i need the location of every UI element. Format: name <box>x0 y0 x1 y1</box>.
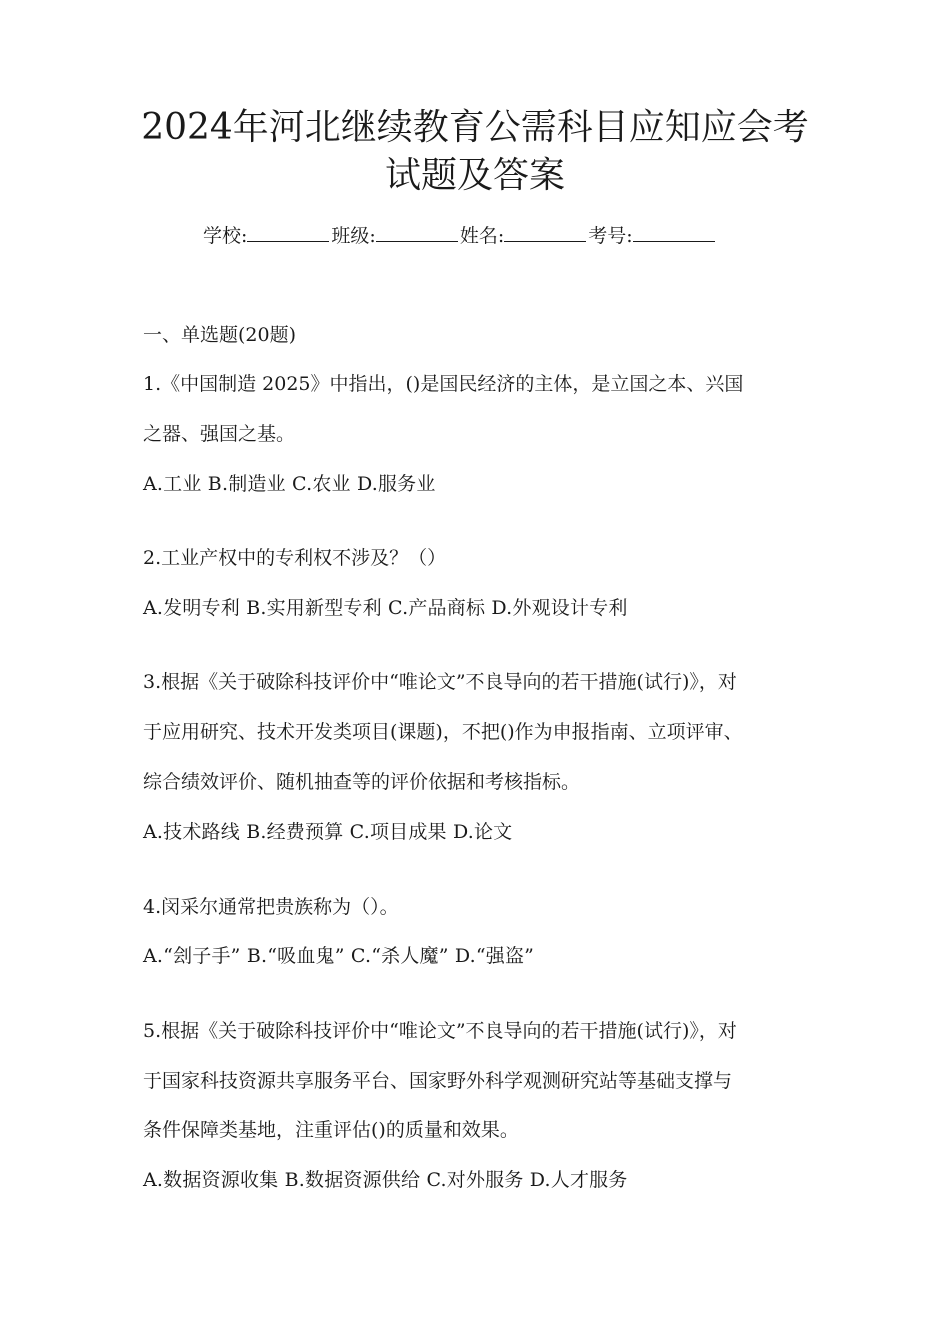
name-label: 姓名: <box>459 225 505 247</box>
document-title-line-1: 2024年河北继续教育公需科目应知应会考 <box>141 107 809 148</box>
question-2-line-1: 2.工业产权中的专利权不涉及？（） <box>143 547 447 569</box>
question-2-options: A.发明专利 B.实用新型专利 C.产品商标 D.外观设计专利 <box>143 597 628 619</box>
question-1-options: A.工业 B.制造业 C.农业 D.服务业 <box>143 473 436 495</box>
class-label: 班级: <box>331 225 376 247</box>
document-title-line-2: 试题及答案 <box>384 155 565 196</box>
question-1-line-1: 1.《中国制造 2025》中指出，()是国民经济的主体，是立国之本、兴国 <box>143 373 744 395</box>
class-blank <box>376 223 458 242</box>
question-3-line-3: 综合绩效评价、随机抽查等的评价依据和考核指标。 <box>143 771 581 793</box>
school-blank <box>247 223 329 242</box>
question-3-options: A.技术路线 B.经费预算 C.项目成果 D.论文 <box>143 821 513 843</box>
question-3-line-1: 3.根据《关于破除科技评价中“唯论文”不良导向的若干措施(试行)》，对 <box>143 671 737 693</box>
question-3-line-2: 于应用研究、技术开发类项目(课题)，不把()作为申报指南、立项评审、 <box>143 721 743 743</box>
question-4-line-1: 4.闵采尔通常把贵族称为（）。 <box>143 896 399 918</box>
school-label: 学校: <box>203 225 248 247</box>
student-info-row <box>203 222 717 250</box>
question-4-options: A.“刽子手” B.“吸血鬼” C.“杀人魔” D.“强盗” <box>143 945 535 967</box>
question-5-line-2: 于国家科技资源共享服务平台、国家野外科学观测研究站等基础支撑与 <box>143 1070 733 1092</box>
question-5-line-3: 条件保障类基地，注重评估()的质量和效果。 <box>143 1119 519 1141</box>
exam-number-label: 考号: <box>588 225 633 247</box>
section-heading: 一、单选题(20题) <box>143 324 297 346</box>
question-5-line-1: 5.根据《关于破除科技评价中“唯论文”不良导向的若干措施(试行)》，对 <box>143 1020 737 1042</box>
question-5-options: A.数据资源收集 B.数据资源供给 C.对外服务 D.人才服务 <box>143 1169 628 1191</box>
question-1-line-2: 之器、强国之基。 <box>143 423 296 445</box>
exam-number-blank <box>633 223 715 242</box>
name-blank <box>504 223 586 242</box>
